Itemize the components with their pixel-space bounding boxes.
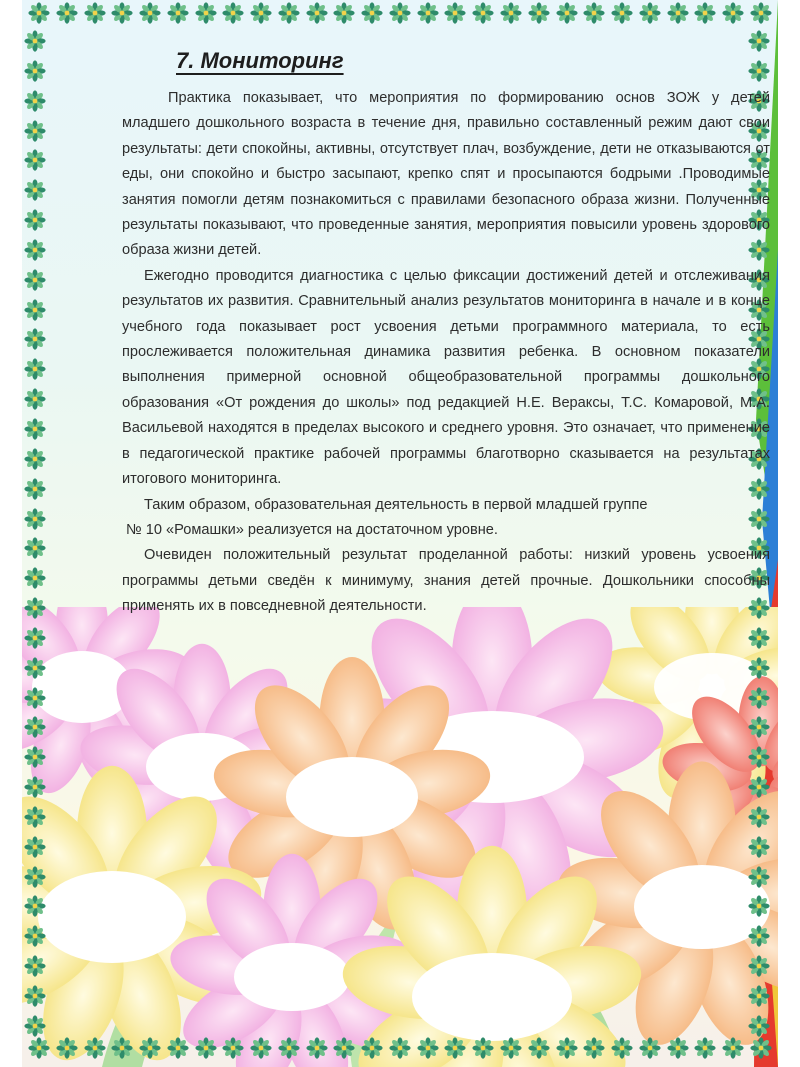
flower-ornament-icon	[222, 1037, 244, 1059]
flower-ornament-icon	[361, 2, 383, 24]
flower-ornament-icon	[748, 687, 770, 709]
flower-ornament-icon	[444, 1037, 466, 1059]
flower-ornament-icon	[583, 1037, 605, 1059]
flower-ornament-icon	[306, 2, 328, 24]
flower-ornament-icon	[389, 2, 411, 24]
flower-ornament-icon	[24, 120, 46, 142]
paragraph: Очевиден положительный результат проделанной работы: низкий уровень усвоения программы детьми сведён к минимуму, знания детей прочные. Дошкольники способны применять их в повседневной деятельности.	[122, 547, 770, 615]
flower-ornament-icon	[195, 2, 217, 24]
flower-ornament-icon	[556, 1037, 578, 1059]
document-content	[122, 48, 770, 620]
flower-ornament-icon	[748, 716, 770, 738]
flower-ornament-icon	[24, 567, 46, 589]
flower-ornament-icon	[24, 448, 46, 470]
flower-ornament-icon	[306, 1037, 328, 1059]
flower-ornament-icon	[750, 1037, 772, 1059]
flower-ornament-icon	[24, 687, 46, 709]
flower-ornament-icon	[639, 2, 661, 24]
flower-ornament-icon	[28, 2, 50, 24]
flower-ornament-icon	[722, 2, 744, 24]
flower-ornament-icon	[748, 806, 770, 828]
flower-ornament-icon	[24, 60, 46, 82]
flower-ornament-icon	[111, 1037, 133, 1059]
flower-ornament-icon	[24, 955, 46, 977]
flower-ornament-icon	[748, 866, 770, 888]
flower-ornament-icon	[24, 299, 46, 321]
paragraph: Таким образом, образовательная деятельность в первой младшей группе	[144, 496, 648, 513]
page-title: 7. Мониторинг	[176, 48, 344, 73]
flower-ornament-icon	[694, 1037, 716, 1059]
flower-ornament-icon	[84, 2, 106, 24]
flower-ornament-icon	[24, 328, 46, 350]
flower-ornament-icon	[667, 1037, 689, 1059]
flower-ornament-icon	[500, 1037, 522, 1059]
flower-ornament-icon	[748, 985, 770, 1007]
flower-ornament-icon	[24, 895, 46, 917]
flower-ornament-icon	[24, 149, 46, 171]
flower-ornament-icon	[24, 985, 46, 1007]
flower-ornament-icon	[24, 478, 46, 500]
flower-ornament-icon	[24, 597, 46, 619]
flower-ornament-icon	[556, 2, 578, 24]
flower-ornament-icon	[611, 1037, 633, 1059]
flower-ornament-icon	[333, 1037, 355, 1059]
flower-ornament-icon	[24, 418, 46, 440]
document-page	[22, 0, 778, 1067]
flower-ornament-icon	[24, 269, 46, 291]
flower-ornament-icon	[250, 2, 272, 24]
flower-ornament-icon	[24, 239, 46, 261]
flower-ornament-icon	[361, 1037, 383, 1059]
flower-ornament-icon	[748, 836, 770, 858]
flower-ornament-icon	[24, 30, 46, 52]
bottom-border-ornaments	[28, 1037, 772, 1063]
flower-ornament-icon	[722, 1037, 744, 1059]
flower-ornament-icon	[24, 90, 46, 112]
flower-ornament-icon	[167, 1037, 189, 1059]
flower-ornament-icon	[472, 2, 494, 24]
flower-ornament-icon	[111, 2, 133, 24]
left-border-ornaments	[24, 30, 50, 1037]
flower-ornament-icon	[28, 1037, 50, 1059]
flower-ornament-icon	[24, 179, 46, 201]
flower-ornament-icon	[24, 866, 46, 888]
flower-ornament-icon	[639, 1037, 661, 1059]
flower-ornament-icon	[56, 1037, 78, 1059]
paragraph: № 10 «Ромашки» реализуется на достаточном уровне.	[126, 521, 498, 538]
daisy-flowers-illustration	[22, 607, 778, 1067]
flower-ornament-icon	[278, 1037, 300, 1059]
flower-ornament-icon	[24, 537, 46, 559]
flower-ornament-icon	[748, 955, 770, 977]
flower-ornament-icon	[24, 657, 46, 679]
top-border-ornaments	[28, 2, 772, 28]
flower-ornament-icon	[24, 925, 46, 947]
flower-ornament-icon	[528, 2, 550, 24]
flower-ornament-icon	[24, 209, 46, 231]
flower-ornament-icon	[694, 2, 716, 24]
flower-ornament-icon	[472, 1037, 494, 1059]
flower-ornament-icon	[24, 1015, 46, 1037]
flower-ornament-icon	[139, 2, 161, 24]
flower-ornament-icon	[748, 925, 770, 947]
flower-ornament-icon	[417, 2, 439, 24]
flower-ornament-icon	[56, 2, 78, 24]
paragraph: Ежегодно проводится диагностика с целью фиксации достижений детей и отслеживания результатов их развития. Сравнительный анализ результатов мониторинга в начале и в конце учебного года показывает рост усвоения детьми программного материала, то есть прослеживается положительная динамика развития ребенка. В основном показатели выполнения примерной основной общеобразовательной программы дошкольного образования «От рождения до школы» под редакцией Н.Е. Вераксы, Т.С. Комаровой, М.А. Васильевой находятся в пределах высокого и среднего уровня. Это означает, что применение в педагогической практике рабочей программы благотворно сказывается на результатах итогового мониторинга.	[122, 267, 770, 488]
flower-ornament-icon	[24, 388, 46, 410]
flower-ornament-icon	[24, 776, 46, 798]
flower-ornament-icon	[24, 627, 46, 649]
flower-ornament-icon	[748, 895, 770, 917]
flower-ornament-icon	[24, 806, 46, 828]
flower-ornament-icon	[222, 2, 244, 24]
flower-ornament-icon	[195, 1037, 217, 1059]
flower-ornament-icon	[528, 1037, 550, 1059]
flower-ornament-icon	[84, 1037, 106, 1059]
flower-ornament-icon	[750, 2, 772, 24]
flower-ornament-icon	[24, 358, 46, 380]
flower-ornament-icon	[24, 508, 46, 530]
flower-ornament-icon	[167, 2, 189, 24]
flower-ornament-icon	[583, 2, 605, 24]
flower-ornament-icon	[667, 2, 689, 24]
flower-ornament-icon	[139, 1037, 161, 1059]
flower-ornament-icon	[417, 1037, 439, 1059]
flower-ornament-icon	[250, 1037, 272, 1059]
flower-ornament-icon	[748, 776, 770, 798]
flower-ornament-icon	[24, 836, 46, 858]
flower-ornament-icon	[748, 1015, 770, 1037]
paragraph: Практика показывает, что мероприятия по формированию основ ЗОЖ у детей младшего дошкольного возраста в течение дня, правильно составленный режим дают свои результаты: дети спокойны, активны, отсутствует плач, возбуждение, дети не отказываются от еды, они спокойно и быстро засыпают, крепко спят и просыпаются бодрыми .Проводимые занятия помогли детям познакомиться с правилами безопасного образа жизни. Полученные результаты показывают, что проведенные занятия, мероприятия повысили уровень здорового образа жизни детей.	[122, 90, 770, 259]
flower-ornament-icon	[611, 2, 633, 24]
flower-ornament-icon	[24, 746, 46, 768]
flower-ornament-icon	[748, 746, 770, 768]
flower-ornament-icon	[748, 627, 770, 649]
flower-ornament-icon	[444, 2, 466, 24]
flower-ornament-icon	[24, 716, 46, 738]
flower-ornament-icon	[389, 1037, 411, 1059]
flower-ornament-icon	[748, 657, 770, 679]
flower-ornament-icon	[500, 2, 522, 24]
flower-ornament-icon	[333, 2, 355, 24]
flower-ornament-icon	[278, 2, 300, 24]
